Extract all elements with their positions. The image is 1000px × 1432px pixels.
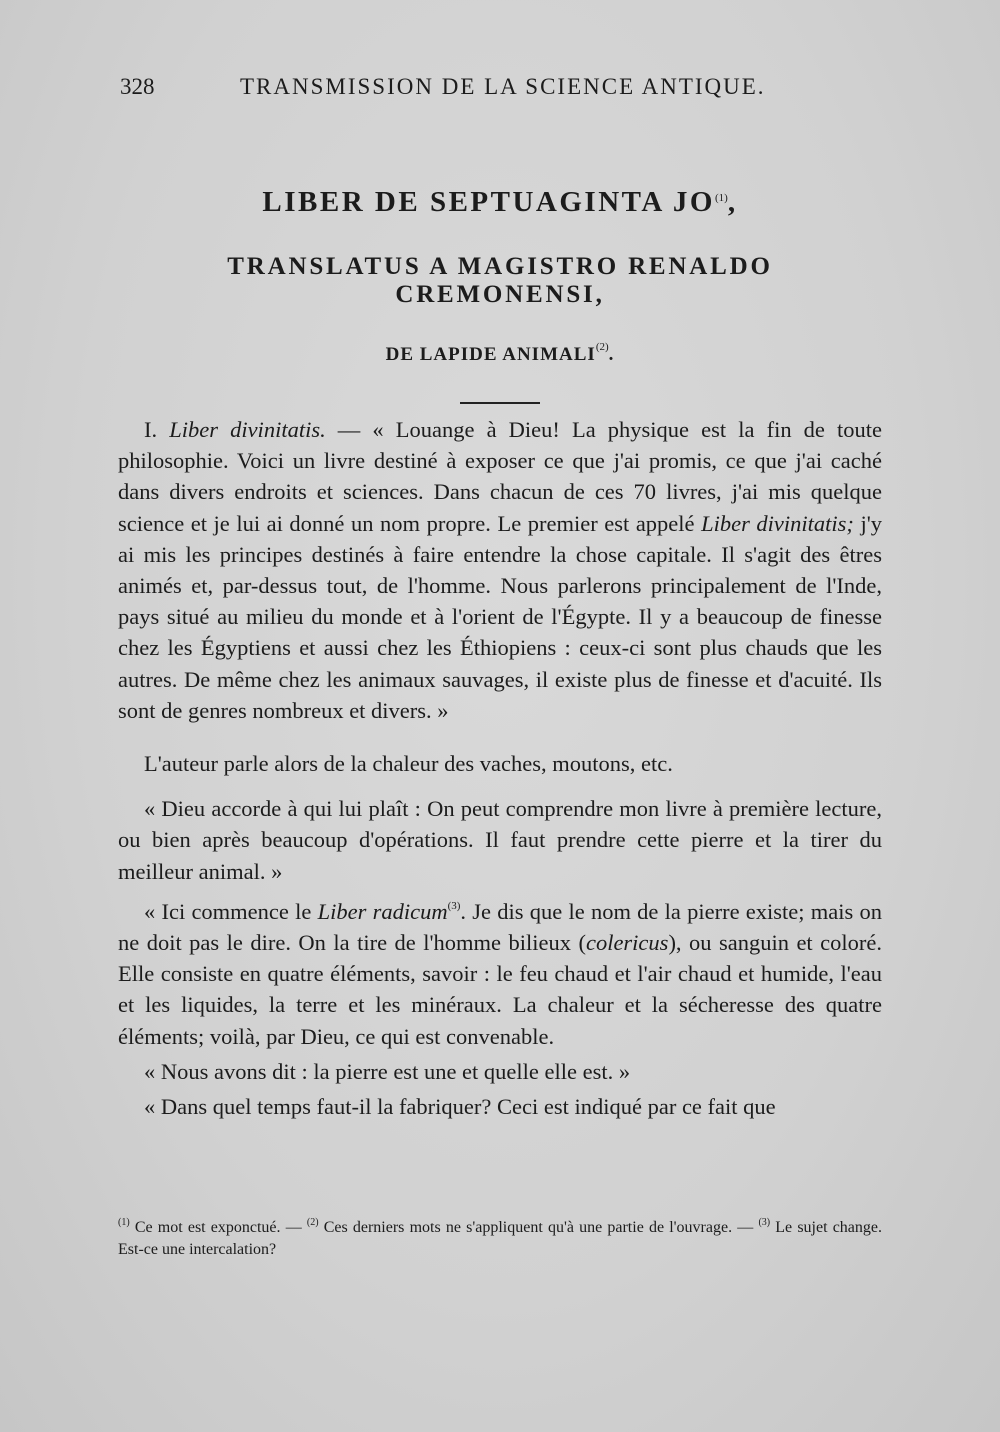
footnote-3: Le sujet change. Est-ce une intercalation?	[118, 1219, 883, 1258]
paragraph-2: L'auteur parle alors de la chaleur des vaches, moutons, etc.	[144, 751, 673, 777]
footnote-ref-2: (2)	[595, 341, 609, 353]
sub-subtitle-text: DE LAPIDE ANIMALI	[385, 344, 596, 365]
paragraph-3: « Dieu accorde à qui lui plaît : On peut comprendre mon livre à première lecture, ou bien après beaucoup d'opérations. Il faut prendre cette pierre et la tirer du meilleur animal. »	[118, 796, 882, 884]
paragraph-6: « Dans quel temps faut-il la fabriquer? Ceci est indiqué par ce fait que	[144, 1094, 776, 1120]
footnote-2: Ces derniers mots ne s'appliquent qu'à une partie de l'ouvrage. —	[318, 1219, 759, 1236]
paragraph-4-text-c: ), ou sanguin et coloré. Elle consiste en quatre éléments, savoir : le feu chaud et l'air chaud et humide, l'eau et les liquides, la terre et les minéraux. La chaleur et la sécheresse des quatre éléments; voilà, par Dieu, ce qui est convenable.	[118, 930, 882, 1049]
paragraph-4-text-b: . Je dis que le nom de la pierre existe; mais on ne doit pas le dire. On la tire de l'homme bilieux (	[118, 898, 883, 956]
footnotes	[118, 1212, 882, 1261]
footnote-1: Ce mot est exponctué. —	[129, 1219, 307, 1236]
book-title-italic-2: Liber divinitatis;	[701, 510, 854, 536]
footnote-mark-2: (2)	[306, 1217, 319, 1228]
main-title-comma: ,	[727, 186, 738, 218]
paragraph-4	[118, 891, 882, 1052]
paragraph-1-text-a: — « Louange à Dieu! La physique est la fin de toute philosophie. Voici un livre destiné à exposer ce que j'ai promis, ce que j'ai caché dans divers endroits et sciences. Dans chacun de ces 70 livres, j'ai mis quelque science et je lui ai donné un nom propre. Le premier est appelé	[118, 417, 882, 536]
footnote-ref-3: (3)	[447, 899, 461, 912]
title-block	[120, 186, 880, 404]
footnote-ref-1: (1)	[715, 192, 728, 204]
liber-radicum-italic: Liber radicum	[317, 898, 448, 924]
footnote-mark-1: (1)	[118, 1217, 130, 1228]
running-title: TRANSMISSION DE LA SCIENCE ANTIQUE.	[240, 74, 766, 99]
colericus-italic: colericus	[585, 930, 669, 956]
paragraph-1-text-b: j'y ai mis les principes destinés à faire entendre la chose capitale. Il s'agit des êtres animés et, par-dessus tout, de l'homme. Nous parlerons principalement de l'Inde, pays situé au milieu du monde et à l'orient de l'Égypte. Il y a beaucoup de finesse chez les Égyptiens et aussi chez les Éthiopiens : ceux-ci sont plus chauds que les autres. De même chez les animaux sauvages, il existe plus de finesse et d'acuité. Ils sont de genres nombreux et divers. »	[118, 510, 882, 723]
paragraph-4-text-a: « Ici commence le	[144, 898, 318, 924]
sub-subtitle-period: .	[608, 344, 615, 365]
title-rule	[460, 402, 540, 404]
subtitle: TRANSLATUS A MAGISTRO RENALDO CREMONENSI,	[227, 253, 773, 308]
paragraph-5: « Nous avons dit : la pierre est une et quelle elle est. »	[144, 1058, 631, 1084]
footnote-mark-3: (3)	[758, 1217, 771, 1228]
page-number: 328	[120, 74, 155, 99]
book-title-italic: Liber divinitatis.	[169, 417, 326, 442]
main-title-text: LIBER DE SEPTUAGINTA JO	[262, 186, 715, 218]
body-text	[118, 414, 882, 1122]
section-number: I.	[144, 417, 170, 442]
main-title	[120, 186, 880, 219]
paragraph-1	[118, 414, 882, 726]
sub-subtitle	[120, 341, 880, 366]
